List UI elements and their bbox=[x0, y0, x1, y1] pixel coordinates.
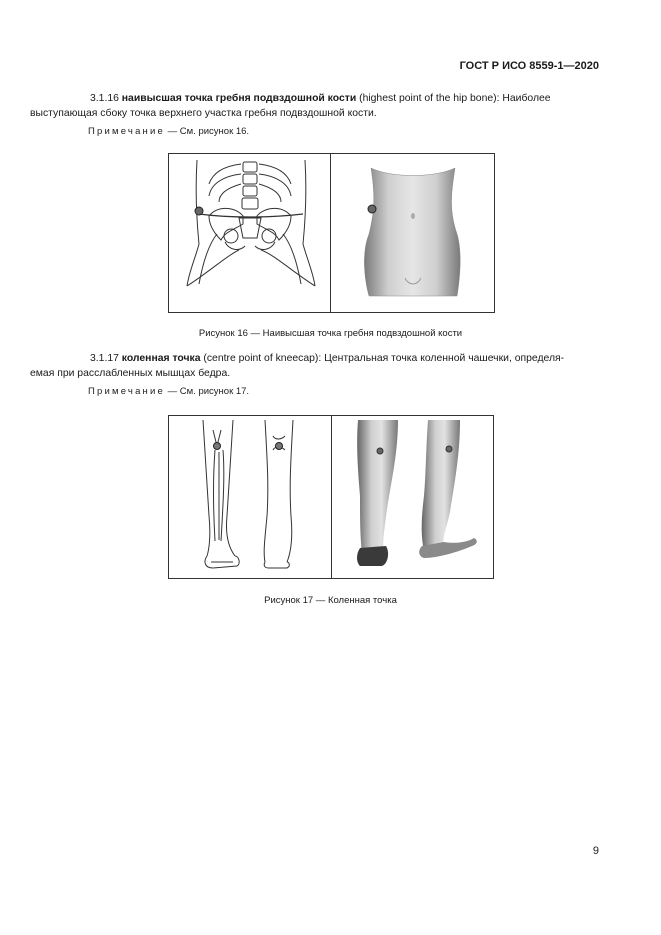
knee-point-marker-a bbox=[214, 443, 221, 450]
leg-bones-drawing bbox=[169, 416, 331, 578]
note-text: — См. рисунок 17. bbox=[167, 386, 250, 397]
definition-3-1-16 bbox=[30, 91, 600, 121]
term-definition-line2: емая при расслабленных мышцах бедра. bbox=[30, 368, 231, 379]
term-english: (highest point of the hip bone): bbox=[359, 93, 500, 104]
skeleton-pelvis-drawing bbox=[169, 154, 330, 312]
legs-3d-render bbox=[332, 416, 493, 578]
note-label: Примечание bbox=[88, 126, 165, 137]
figure-16 bbox=[168, 153, 495, 313]
term-definition-line2: выступающая сбоку точка верхнего участка гребня подвздошной кости. bbox=[30, 108, 377, 119]
figure-16-caption: Рисунок 16 — Наивысшая точка гребня подвздошной кости bbox=[198, 328, 463, 339]
figure-17 bbox=[168, 415, 494, 579]
term-title: коленная точка bbox=[121, 353, 201, 364]
torso-3d-render bbox=[331, 154, 494, 312]
note-3-1-17 bbox=[88, 386, 249, 397]
term-definition-line1: Наиболее bbox=[502, 93, 551, 104]
note-text: — См. рисунок 16. bbox=[167, 126, 250, 137]
hip-point-marker-3d bbox=[368, 205, 376, 213]
figure-17-caption: Рисунок 17 — Коленная точка bbox=[264, 595, 397, 606]
term-title: наивысшая точка гребня подвздошной кости bbox=[121, 93, 357, 104]
hip-point-marker bbox=[195, 207, 203, 215]
term-definition-line1: Центральная точка коленной чашечки, определя- bbox=[324, 353, 565, 364]
knee-point-marker-3d-a bbox=[377, 448, 383, 454]
term-number: 3.1.16 bbox=[90, 93, 119, 104]
document-header: ГОСТ Р ИСО 8559-1—2020 bbox=[459, 60, 599, 72]
page-number: 9 bbox=[592, 845, 599, 857]
note-label: Примечание bbox=[88, 386, 165, 397]
term-english: (centre point of kneecap): bbox=[203, 353, 322, 364]
knee-point-marker-3d-b bbox=[446, 446, 452, 452]
definition-3-1-17 bbox=[30, 351, 600, 381]
knee-point-marker-b bbox=[276, 443, 283, 450]
note-3-1-16 bbox=[88, 126, 249, 137]
term-number: 3.1.17 bbox=[90, 353, 119, 364]
